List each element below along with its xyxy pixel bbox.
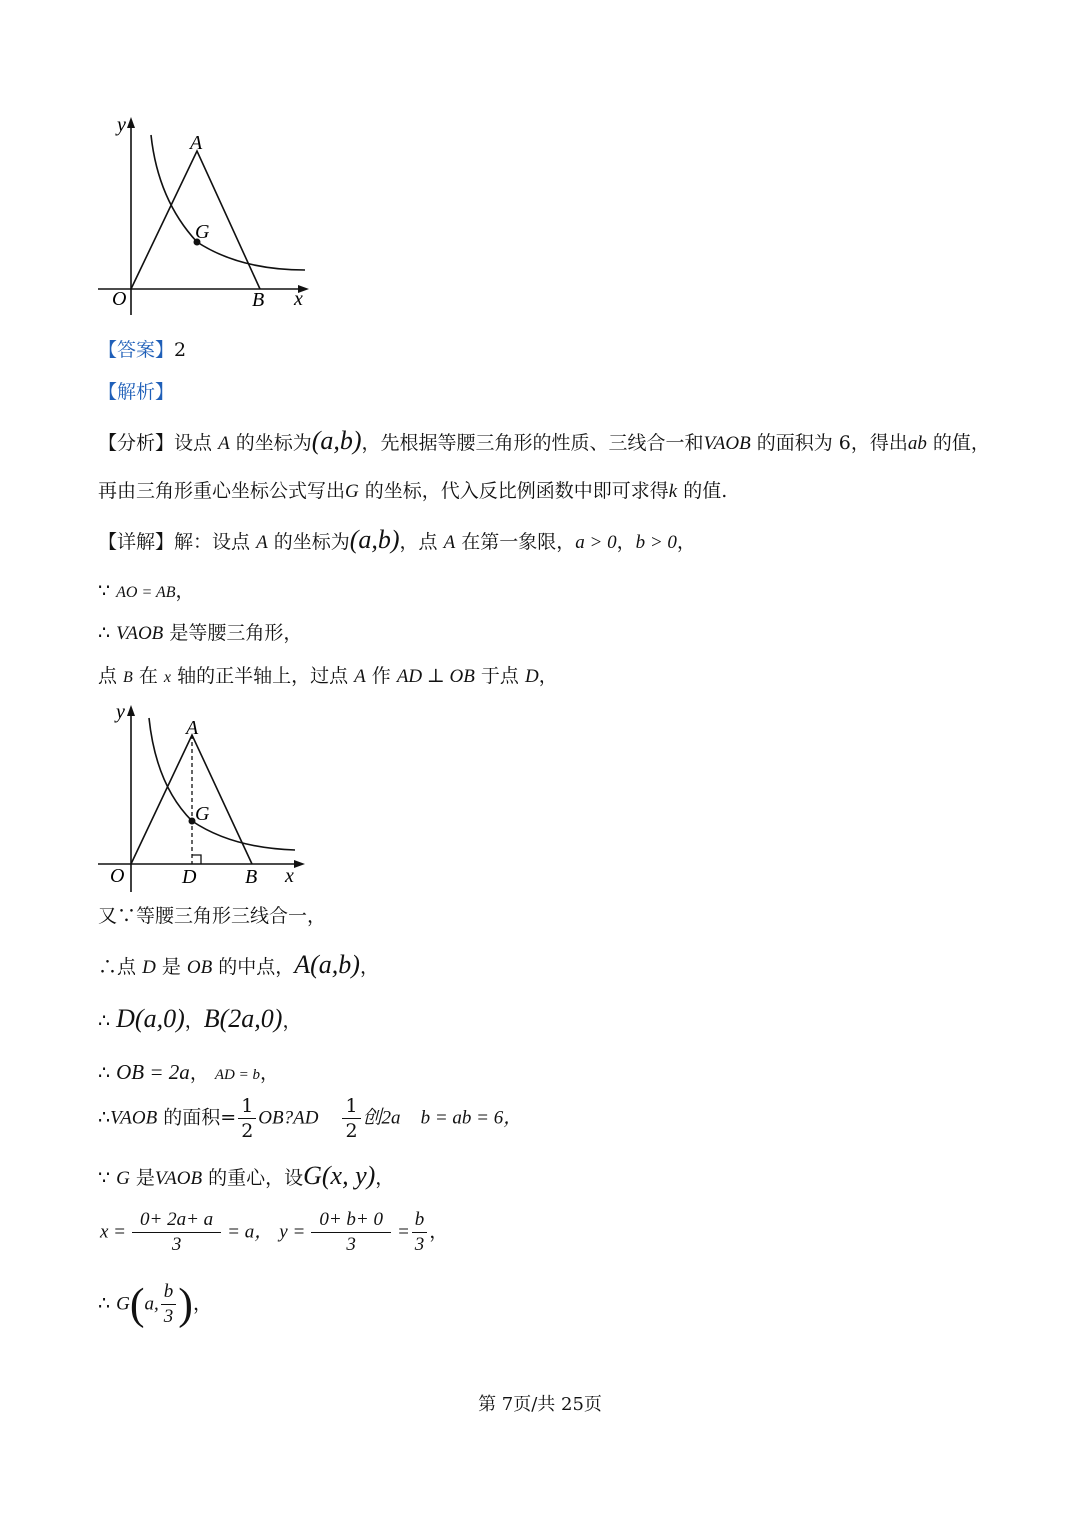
math-b-gt-0: b > 0 — [635, 532, 677, 553]
therefore-symbol: ∴ — [98, 1010, 111, 1032]
text: 的重心，设 — [202, 1167, 304, 1189]
math-vaob: VAOB — [110, 1107, 158, 1129]
xiangjie-text: 在第一象限， — [455, 531, 576, 553]
text: 是 — [129, 1167, 155, 1189]
label-o: O — [110, 865, 125, 887]
fraction-b-3 — [412, 1208, 428, 1257]
text: ， — [184, 1010, 204, 1032]
answer-line — [98, 337, 186, 363]
fenxi-text: 的坐标，代入反比例函数中即可求得 — [358, 480, 669, 502]
analysis-tag: 【解析】 — [98, 381, 175, 403]
label-x: x — [294, 288, 303, 310]
hyperbola-curve — [149, 718, 295, 850]
fraction-half — [238, 1094, 256, 1143]
xiangjie-line-1 — [98, 527, 696, 556]
math-point-d: D(a,0) — [116, 1004, 185, 1033]
fenxi-text: ，先根据等腰三角形的性质、三线合一和 — [361, 432, 704, 454]
math-g: G — [345, 481, 359, 502]
fenxi-line-2 — [98, 478, 727, 505]
numerator: 0+ 2a+ a — [132, 1208, 221, 1233]
label-g: G — [195, 221, 210, 243]
math-point-a: A(a,b) — [294, 950, 360, 979]
math-y-result: = — [396, 1221, 410, 1243]
figure-hyperbola-triangle — [90, 110, 320, 320]
line-three-lines: 又∵等腰三角形三线合一， — [98, 905, 327, 927]
xiangjie-tag: 【详解】 — [98, 531, 175, 553]
math-a: A — [443, 532, 456, 553]
line-g-result — [98, 1280, 212, 1329]
paren-close: ) — [178, 1279, 193, 1329]
xiangjie-text: 解：设点 — [174, 531, 257, 553]
page-footer: 第 7页/共 25页 — [478, 1394, 602, 1415]
fenxi-text: 的面积为 6，得出 — [750, 432, 908, 454]
therefore-symbol: ∴ — [98, 622, 111, 644]
label-g: G — [195, 803, 210, 825]
numerator: 0+ b+ 0 — [311, 1208, 391, 1233]
triangle-aob — [131, 151, 260, 289]
line-isosceles — [98, 620, 302, 647]
label-x: x — [285, 865, 294, 887]
numerator: b — [161, 1280, 177, 1305]
math-g: G — [116, 1168, 130, 1189]
math-a-gt-0: a > 0 — [575, 532, 617, 553]
answer-tag: 【答案】 — [98, 339, 175, 361]
denominator: 2 — [241, 1120, 254, 1142]
text: ， — [282, 1010, 302, 1032]
y-axis-arrow — [127, 117, 135, 128]
math-b: B — [123, 669, 133, 686]
label-d: D — [182, 866, 197, 888]
denominator: 3 — [346, 1234, 356, 1255]
math-a: A — [256, 532, 268, 553]
math-a: a, — [144, 1293, 159, 1315]
text: 于点 — [474, 665, 525, 687]
numerator: b — [412, 1208, 428, 1233]
math-ad-eq: AD = b — [214, 1067, 260, 1083]
label-y: y — [117, 114, 126, 136]
denominator: 3 — [414, 1234, 425, 1255]
text: 的中点， — [212, 956, 295, 978]
because-symbol: ∵ — [98, 1167, 111, 1189]
math-d: D — [524, 666, 539, 687]
fenxi-text: 的坐标为 — [229, 432, 312, 454]
xiangjie-text: ， — [616, 531, 636, 553]
figure-hyperbola-triangle-altitude — [90, 697, 310, 897]
line-ao-ab — [98, 578, 195, 606]
fraction-b-3 — [161, 1280, 177, 1329]
math-d: D — [142, 957, 156, 978]
text: 的面积= — [157, 1106, 237, 1129]
text: ， — [359, 956, 379, 978]
math-ob-eq: OB = 2a — [116, 1060, 190, 1084]
fenxi-text: 的值. — [677, 480, 728, 502]
math-a: A — [354, 666, 366, 687]
text: ， — [375, 1167, 395, 1189]
text: 是 — [155, 956, 187, 978]
math-point-ab: (a,b) — [349, 525, 400, 554]
math-2a: 创2a — [362, 1107, 401, 1129]
because-symbol: ∵ — [98, 580, 111, 602]
denominator: 3 — [163, 1306, 174, 1327]
math-a: A — [218, 433, 230, 454]
denominator: 3 — [171, 1234, 182, 1255]
math-vaob: VAOB — [154, 1168, 203, 1189]
therefore-symbol: ∴ — [98, 1062, 111, 1084]
label-y: y — [116, 701, 125, 723]
math-g: G — [116, 1293, 130, 1315]
xiangjie-text: ，点 — [399, 531, 444, 553]
line-area — [98, 1094, 522, 1143]
line-midpoint — [98, 952, 379, 981]
label-o: O — [112, 288, 127, 310]
line-centroid — [98, 1163, 394, 1192]
math-x-result: = a， — [227, 1221, 274, 1243]
paren-open: ( — [129, 1279, 145, 1329]
math-y-eq: y = — [279, 1221, 306, 1243]
line-centroid-formulas — [100, 1208, 448, 1257]
fraction-x — [132, 1208, 221, 1257]
fenxi-text: 的值， — [926, 432, 990, 454]
line-d-b-coords — [98, 1006, 301, 1034]
label-a: A — [186, 717, 199, 739]
math-ao-ab: AO = AB — [116, 584, 176, 601]
text: 点 — [117, 956, 143, 978]
math-ob-ad: OB?AD — [258, 1107, 319, 1129]
fraction-half — [342, 1094, 360, 1143]
math-point-ab: (a,b) — [311, 426, 362, 455]
text: ， — [189, 1062, 209, 1084]
fraction-y — [311, 1208, 391, 1257]
math-point-b: B(2a,0) — [203, 1004, 283, 1033]
line-ob-ad — [98, 1059, 279, 1088]
text: ， — [538, 665, 558, 687]
therefore-symbol: ∴ — [98, 1106, 111, 1129]
hyperbola-curve — [151, 135, 305, 270]
right-angle-mark — [192, 855, 201, 864]
label-b: B — [245, 866, 258, 888]
math-x-eq: x = — [100, 1221, 127, 1243]
text: ， — [192, 1292, 212, 1315]
math-ob: OB — [186, 957, 213, 978]
y-axis-arrow — [127, 705, 135, 716]
math-vaob: VAOB — [116, 623, 164, 644]
fenxi-text: 设点 — [174, 432, 219, 454]
math-k: k — [668, 481, 678, 502]
label-a: A — [190, 132, 203, 154]
label-b: B — [252, 289, 265, 311]
math-vaob: VAOB — [703, 433, 751, 454]
text: ， — [175, 580, 195, 602]
therefore-symbol: ∴ — [98, 1292, 111, 1315]
math-ab: ab — [907, 433, 927, 454]
text: ， — [260, 1062, 280, 1084]
x-axis-arrow — [294, 860, 305, 868]
math-area-result: b = ab = 6， — [420, 1107, 523, 1129]
text: 是等腰三角形， — [163, 622, 303, 644]
xiangjie-text: 的坐标为 — [267, 531, 350, 553]
math-x: x — [163, 669, 172, 686]
text: 点 — [98, 665, 124, 687]
line-point-b — [98, 663, 558, 691]
answer-value: 2 — [174, 339, 187, 361]
numerator: 1 — [238, 1094, 256, 1119]
text: 作 — [365, 665, 397, 687]
text: 在 — [132, 665, 164, 687]
text: ， — [429, 1220, 449, 1243]
math-point-gxy: G(x, y) — [303, 1161, 376, 1190]
text: 轴的正半轴上，过点 — [171, 665, 355, 687]
math-ad-perp-ob: AD ⊥ OB — [396, 666, 475, 687]
numerator: 1 — [342, 1094, 360, 1119]
denominator: 2 — [345, 1120, 358, 1142]
xiangjie-text: ， — [676, 531, 696, 553]
fenxi-line-1 — [98, 428, 990, 457]
fenxi-tag: 【分析】 — [98, 432, 175, 454]
therefore-symbol: ∴ — [98, 956, 118, 978]
fenxi-text: 再由三角形重心坐标公式写出 — [98, 480, 346, 502]
